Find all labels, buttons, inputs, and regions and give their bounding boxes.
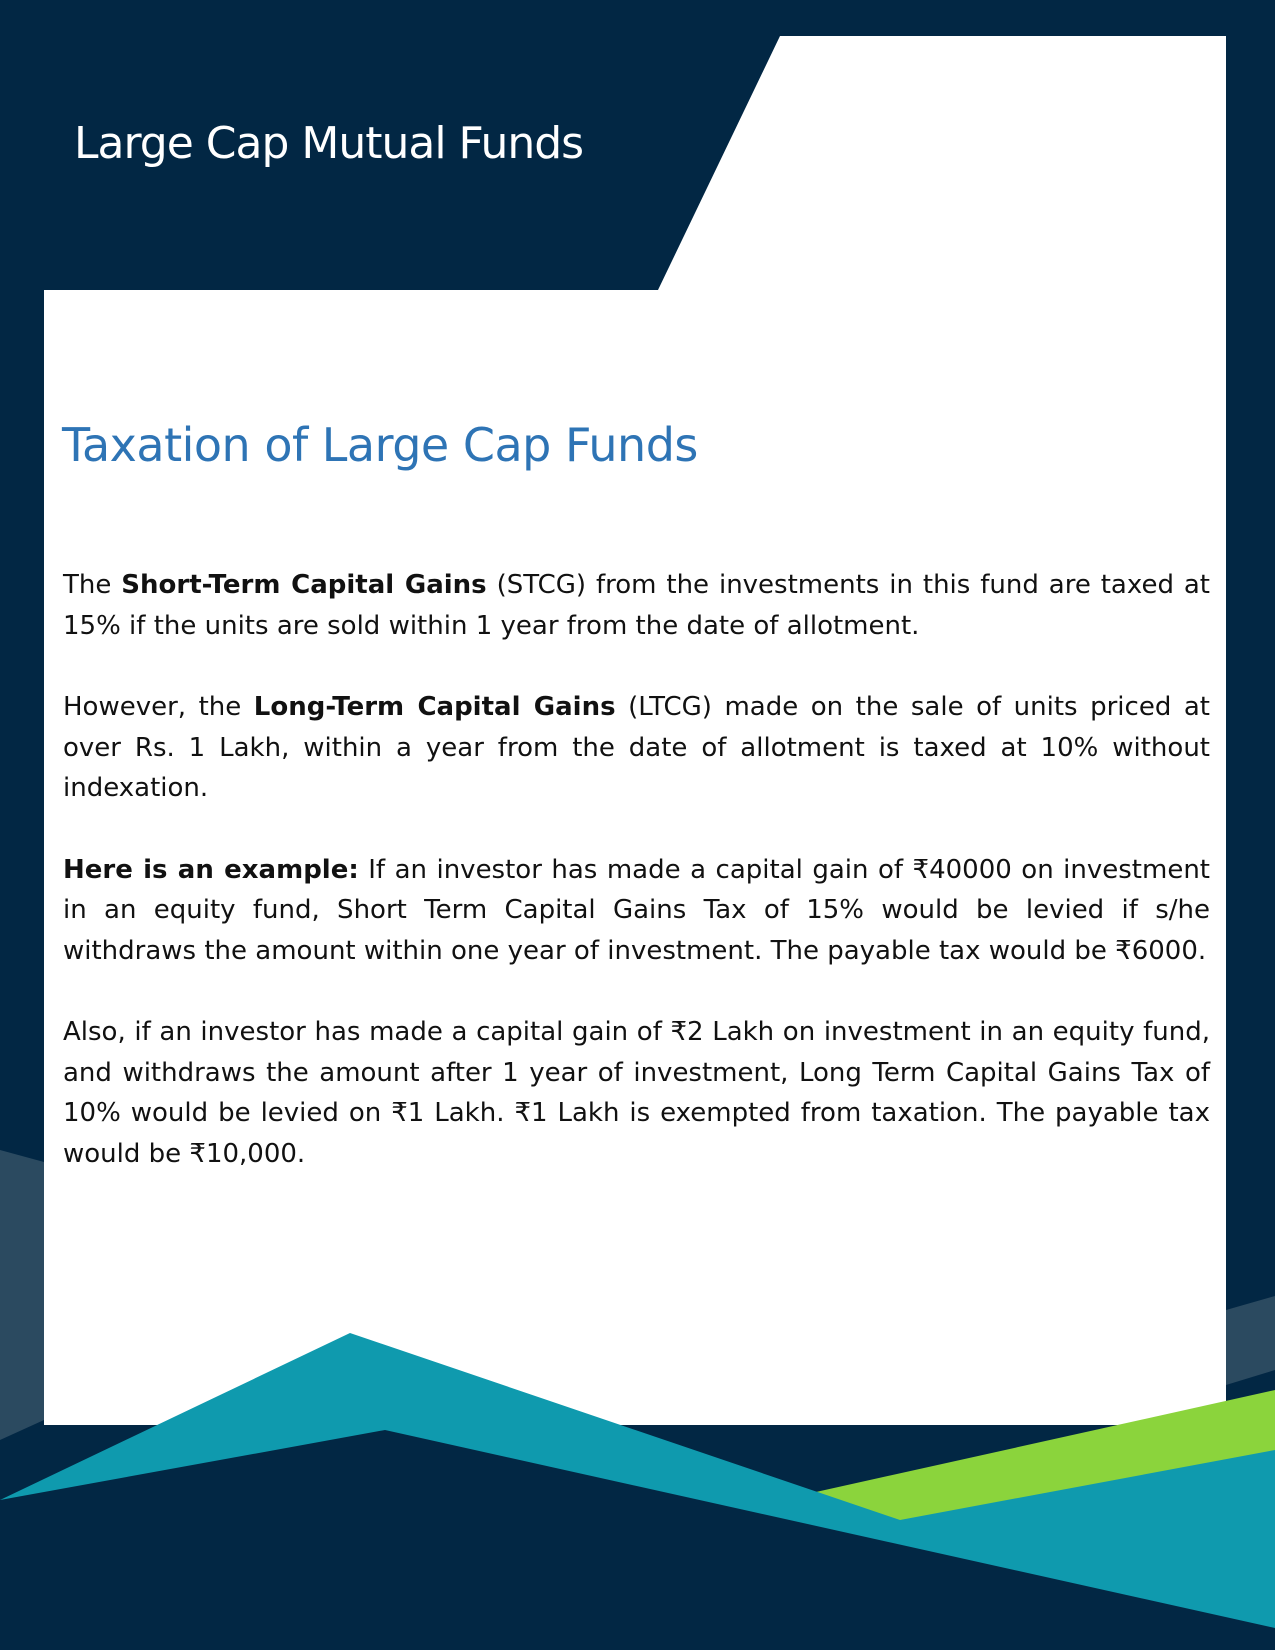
bold-term-example: Here is an example:: [63, 854, 359, 885]
bold-term-stcg: Short-Term Capital Gains: [121, 570, 487, 600]
text-fragment: The: [63, 570, 122, 600]
slate-stripe-right: [1226, 1296, 1275, 1385]
section-heading: Taxation of Large Cap Funds: [62, 418, 698, 472]
paragraph-example: [63, 850, 1210, 972]
text-fragment: However, the: [63, 692, 254, 722]
slate-stripe-left: [0, 1150, 44, 1440]
text-fragment: (LTCG) made on the sale of units priced at over Rs. 1 Lakh, within a year from the date of allotment is taxed at 10% without indexation.: [63, 692, 1210, 803]
body-text: [63, 565, 1210, 1215]
text-fragment: If an investor has made a capital gain of ₹40000 on investment in an equity fund, Short Term Capital Gains Tax of 15% would be levied if s/he withdraws the amount within one year of investment. The payable tax would be ₹6000.: [63, 854, 1210, 966]
document-title: Large Cap Mutual Funds: [74, 118, 584, 169]
paragraph-ltcg-example: Also, if an investor has made a capital gain of ₹2 Lakh on investment in an equity fund, and withdraws the amount after 1 year of investment, Long Term Capital Gains Tax of 10% would be levied on ₹1 Lakh. ₹1 Lakh is exempted from taxation. The payable tax would be ₹10,000.: [63, 1017, 1210, 1169]
text-fragment: (STCG) from the investments in this fund are taxed at 15% if the units are sold within 1 year from the date of allotment.: [63, 570, 1210, 641]
paragraph-stcg: [63, 565, 1210, 646]
bold-term-ltcg: Long-Term Capital Gains: [253, 692, 616, 722]
paragraph-ltcg: [63, 687, 1210, 809]
